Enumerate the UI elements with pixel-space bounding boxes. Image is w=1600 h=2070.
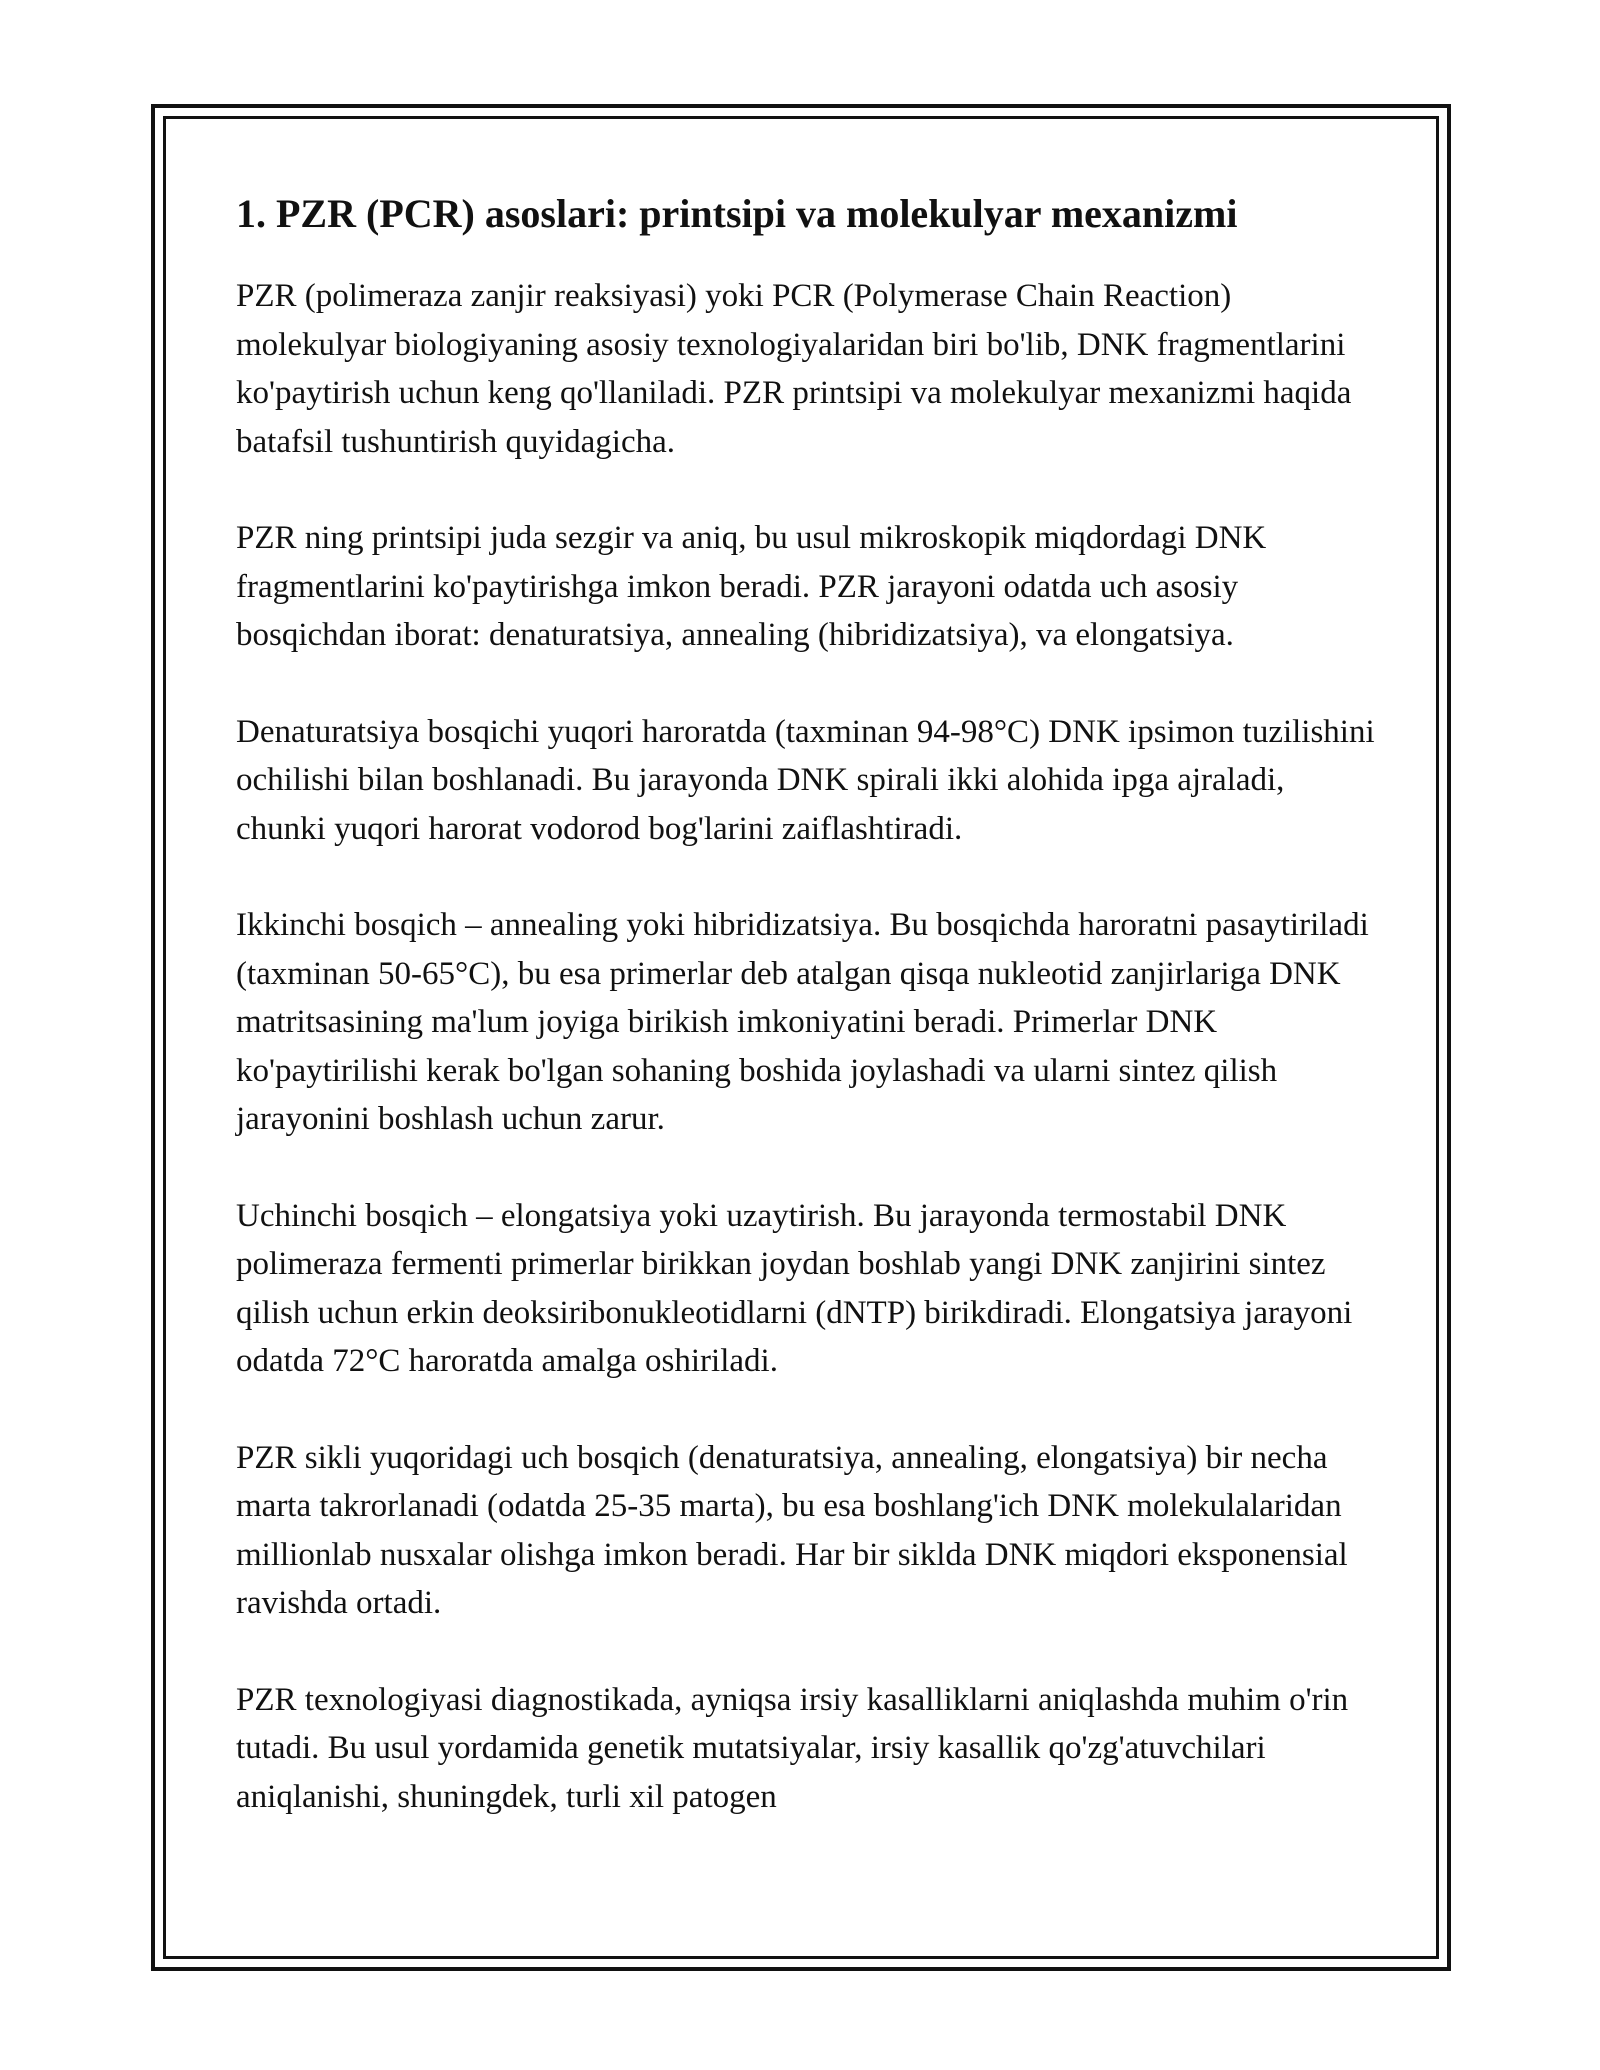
paragraph-annealing: Ikkinchi bosqich – annealing yoki hibridizatsiya. Bu bosqichda haroratni pasaytiriladi (taxminan 50-65°C), bu esa primerlar deb atalgan qisqa nukleotid zanjirlariga DNK matritsasining ma'lum joyiga birikish imkoniyatini beradi. Primerlar DNK ko'paytirilishi kerak bo'lgan sohaning boshida joylashadi va ularni sintez qilish jarayonini boshlash uchun zarur. — [236, 907, 1369, 1137]
document-body — [236, 190, 1376, 1869]
paragraph-denaturation: Denaturatsiya bosqichi yuqori haroratda (taxminan 94-98°C) DNK ipsimon tuzilishini ochilishi bilan boshlanadi. Bu jarayonda DNK spirali ikki alohida ipga ajraladi, chunki yuqori harorat vodorod bog'larini zaiflashtiradi. — [236, 713, 1375, 847]
section-heading: 1. PZR (PCR) asoslari: printsipi va molekulyar mexanizmi — [236, 191, 1238, 236]
paragraph-intro: PZR (polimeraza zanjir reaksiyasi) yoki PCR (Polymerase Chain Reaction) molekulyar biologiyaning asosiy texnologiyalaridan biri bo'lib, DNK fragmentlarini ko'paytirish uchun keng qo'llaniladi. PZR printsipi va molekulyar mexanizmi haqida batafsil tushuntirish quyidagicha. — [236, 278, 1352, 460]
paragraph-principle: PZR ning printsipi juda sezgir va aniq, bu usul mikroskopik miqdordagi DNK fragmentlarini ko'paytirishga imkon beradi. PZR jarayoni odatda uch asosiy bosqichdan iborat: denaturatsiya, annealing (hibridizatsiya), va elongatsiya. — [236, 520, 1267, 653]
paragraph-diagnostics: PZR texnologiyasi diagnostikada, ayniqsa irsiy kasalliklarni aniqlashda muhim o'rin tutadi. Bu usul yordamida genetik mutatsiyalar, irsiy kasallik qo'zg'atuvchilari aniqlanishi, shuningdek, turli xil patogen — [236, 1681, 1349, 1815]
paragraph-cycle: PZR sikli yuqoridagi uch bosqich (denaturatsiya, annealing, elongatsiya) bir necha marta takrorlanadi (odatda 25-35 marta), bu esa boshlang'ich DNK molekulalaridan millionlab nusxalar olishga imkon beradi. Har bir siklda DNK miqdori eksponensial ravishda ortadi. — [236, 1439, 1348, 1621]
paragraph-elongation: Uchinchi bosqich – elongatsiya yoki uzaytirish. Bu jarayonda termostabil DNK polimeraza fermenti primerlar birikkan joydan boshlab yangi DNK zanjirini sintez qilish uchun erkin deoksiribonukleotidlarni (dNTP) birikdiradi. Elongatsiya jarayoni odatda 72°C haroratda amalga oshiriladi. — [236, 1197, 1353, 1379]
